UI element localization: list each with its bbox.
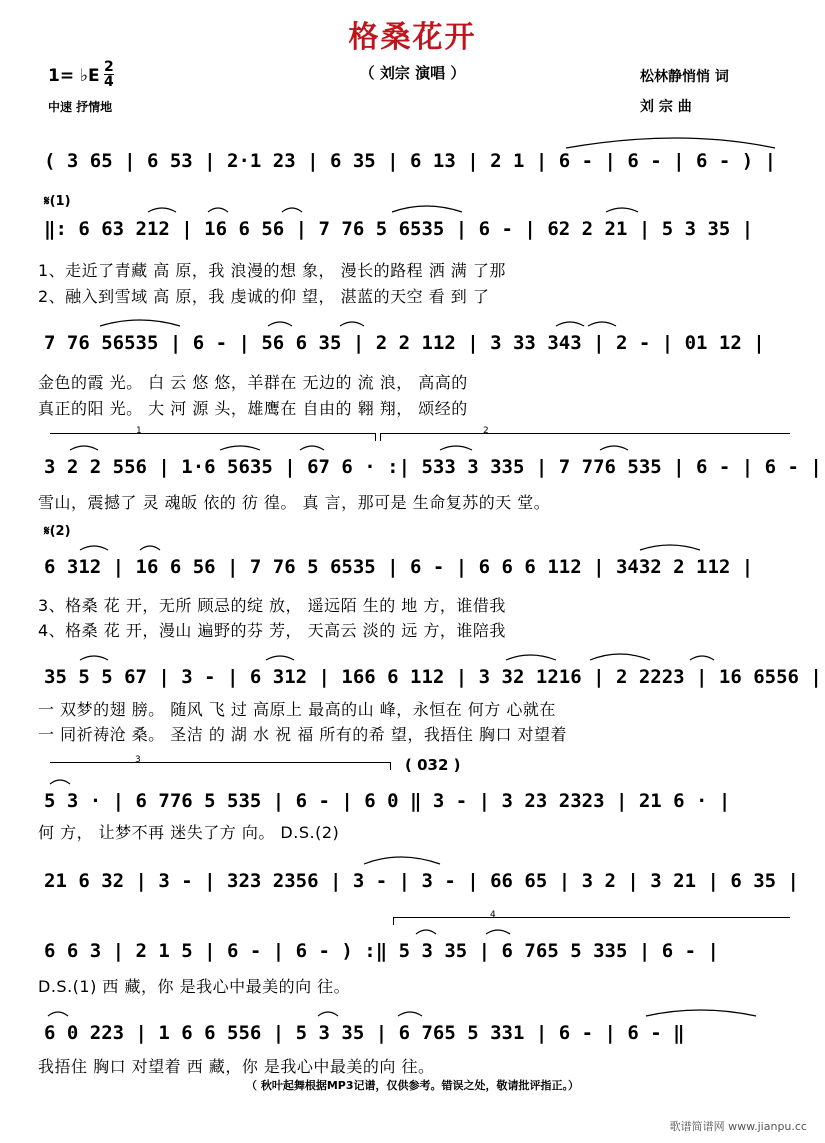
- slur-arc: [268, 322, 292, 326]
- slur-arc: [48, 1012, 68, 1016]
- lyric-line: 真正的阳 光。 大 河 源 头，雄鹰在 自由的 翱 翔， 颂经的: [38, 399, 468, 418]
- slur-arc: [100, 320, 180, 326]
- score-line: 21 6 32 | 3 - | 323 2356 | 3 - | 3 - | 66 65 | 3 2 | 3 21 | 6 35 |: [44, 870, 799, 892]
- slur-arc: [266, 656, 294, 660]
- tempo-marking: 中速 抒情地: [48, 100, 113, 114]
- lyric-line: 一 双梦的翅 膀。 随风 飞 过 高原上 最高的山 峰，永恒在 何方 心就在: [38, 700, 556, 719]
- time-sig-bottom: 4: [104, 74, 114, 90]
- slur-arc: [398, 1012, 422, 1016]
- score-line: 35 5 5 67 | 3 - | 6 312 | 166 6 112 | 3 32 1216 | 2 2223 | 16 6556 |: [44, 666, 822, 688]
- singer-credit: （ 刘宗 演唱 ）: [359, 64, 466, 82]
- lyric-line: 一 同祈祷沧 桑。 圣洁 的 湖 水 祝 福 所有的希 望，我捂住 胸口 对望着: [38, 725, 568, 744]
- tie-arc: [646, 1010, 756, 1016]
- slur-arc: [590, 654, 650, 660]
- volta-number: 4: [490, 910, 496, 920]
- score-line: ( 3 65 | 6 53 | 2·1 23 | 6 35 | 6 13 | 2 1 | 6 - | 6 - | 6 - ) |: [44, 150, 777, 172]
- slur-arc: [80, 656, 108, 660]
- insert-notes: ( 032 ): [405, 756, 461, 774]
- lyric-line: 何 方， 让梦不再 迷失了方 向。 D.S.(2): [38, 823, 340, 842]
- segno-marker: 𝄋(2): [44, 524, 71, 539]
- site-watermark: 歌谱简谱网 www.jianpu.cc: [669, 1120, 807, 1133]
- song-title: 格桑花开: [348, 20, 477, 55]
- time-sig-top: 2: [104, 59, 114, 75]
- key-signature: 1= ♭E: [48, 66, 100, 86]
- slur-arc: [440, 446, 472, 450]
- lyric-line: 2、融入到雪域 高 原，我 虔诚的仰 望， 湛蓝的天空 看 到 了: [38, 287, 490, 306]
- composer-credit: 刘 宗 曲: [640, 99, 692, 115]
- lyric-line: 雪山，震撼了 灵 魂皈 依的 彷 徨。 真 言，那可是 生命复苏的天 堂。: [38, 493, 551, 512]
- tie-arc: [566, 138, 775, 148]
- slur-arc: [486, 930, 510, 934]
- tie-arc: [364, 857, 440, 864]
- lyric-line: 金色的霞 光。 白 云 悠 悠，羊群在 无边的 流 浪， 高高的: [38, 373, 468, 392]
- score-line: ‖: 6 63 212 | 16 6 56 | 7 76 5 6535 | 6 - | 62 2 21 | 5 3 35 |: [44, 218, 754, 240]
- slur-arc: [140, 546, 160, 550]
- volta-number: 3: [135, 755, 141, 765]
- transcription-note: （ 秋叶起舞根据MP3记谱，仅供参考。错误之处，敬请批评指正。）: [246, 1079, 579, 1092]
- slur-arc: [70, 446, 98, 450]
- score-line: 6 312 | 16 6 56 | 7 76 5 6535 | 6 - | 6 6 6 112 | 3432 2 112 |: [44, 556, 754, 578]
- lyric-line: 4、格桑 花 开，漫山 遍野的芬 芳， 天高云 淡的 远 方，谁陪我: [38, 621, 506, 640]
- slur-arc: [220, 446, 260, 450]
- slur-arc: [80, 546, 108, 550]
- lyric-line: D.S.(1) 西 藏，你 是我心中最美的向 往。: [38, 977, 351, 996]
- slur-arc: [416, 930, 436, 934]
- slur-arc: [600, 446, 628, 450]
- score-line: 3 2 2 556 | 1·6 5635 | 67 6 · :| 533 3 335 | 7 776 535 | 6 - | 6 - |: [44, 456, 822, 478]
- slur-arc: [340, 322, 364, 326]
- slur-arc: [148, 208, 176, 212]
- volta-number: 2: [483, 426, 489, 436]
- segno-marker: 𝄋(1): [44, 194, 71, 209]
- slur-arc: [690, 656, 714, 660]
- slur-arc: [300, 446, 324, 450]
- slur-arc: [282, 208, 302, 212]
- slur-arc: [506, 655, 556, 660]
- score-line: 5 3 · | 6 776 5 535 | 6 - | 6 0 ‖ 3 - | 3 23 2323 | 21 6 · |: [44, 790, 731, 812]
- slur-arc: [318, 1012, 338, 1016]
- lyric-line: 我捂住 胸口 对望着 西 藏，你 是我心中最美的向 往。: [38, 1057, 435, 1076]
- slur-arc: [208, 208, 228, 212]
- slur-arc: [640, 545, 700, 550]
- lyric-line: 3、格桑 花 开，无所 顾忌的绽 放， 遥远陌 生的 地 方，谁借我: [38, 596, 506, 615]
- volta-number: 1: [136, 426, 142, 436]
- score-line: 6 6 3 | 2 1 5 | 6 - | 6 - ) :‖ 5 3 35 | 6 765 5 335 | 6 - |: [44, 940, 719, 962]
- score-line: 6 0 223 | 1 6 6 556 | 5 3 35 | 6 765 5 331 | 6 - | 6 - ‖: [44, 1022, 685, 1044]
- score-line: 7 76 56535 | 6 - | 56 6 35 | 2 2 112 | 3 33 343 | 2 - | 01 12 |: [44, 332, 765, 354]
- slur-arc: [556, 322, 584, 326]
- slur-arc: [392, 206, 462, 212]
- lyric-line: 1、走近了青藏 高 原，我 浪漫的想 象， 漫长的路程 洒 满 了那: [38, 261, 506, 280]
- slur-arc: [588, 322, 616, 326]
- slur-arc: [606, 208, 638, 212]
- lyricist-credit: 松林静悄悄 词: [640, 69, 729, 85]
- slur-arc: [50, 780, 70, 784]
